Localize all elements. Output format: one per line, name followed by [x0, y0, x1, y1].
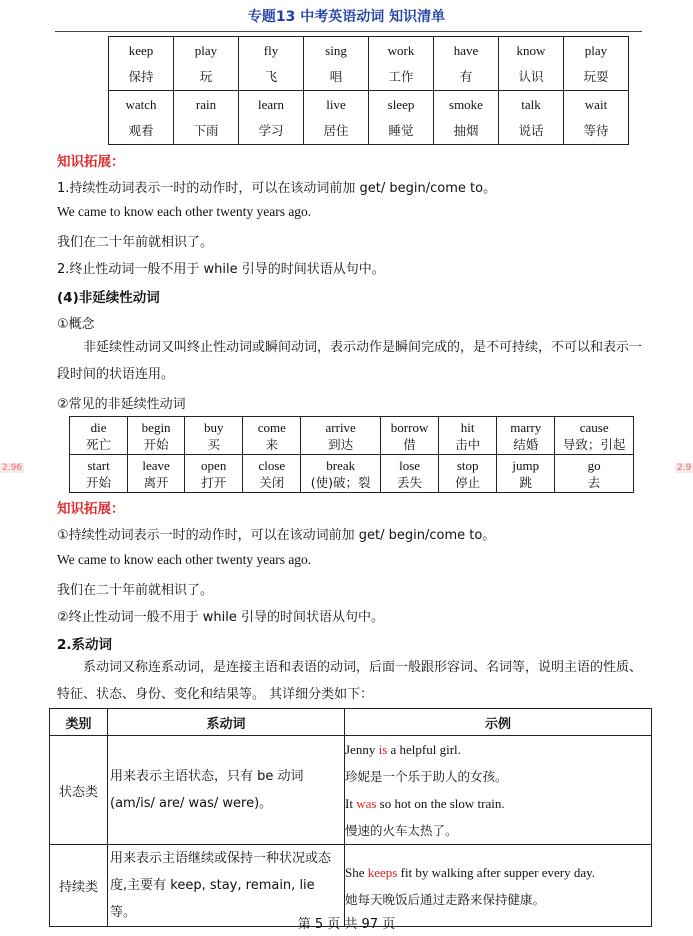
verb-cell: [109, 37, 174, 91]
verb-cn: 睡觉: [388, 122, 414, 138]
verb-en: smoke: [449, 96, 483, 112]
example-cell: [345, 736, 652, 845]
category-cell: 状态类: [50, 736, 108, 845]
example-line: [345, 817, 651, 844]
linking-verbs-table: [49, 708, 652, 927]
verb-cell: [185, 417, 243, 455]
verb-cn: 开始: [143, 436, 169, 452]
verb-en: break: [326, 457, 356, 473]
verb-en: jump: [512, 457, 540, 473]
verb-cell: [70, 417, 128, 455]
verb-cn: 去: [587, 474, 601, 490]
right-margin-mark: 2.9: [677, 463, 692, 473]
verb-cn: 跳: [519, 474, 533, 490]
verb-en: work: [387, 42, 415, 58]
verb-cell: [439, 417, 497, 455]
verb-cn: 停止: [455, 474, 481, 490]
description-cell: 用来表示主语继续或保持一种状况或态度,主要有 keep, stay, remain, lie 等。: [108, 845, 345, 927]
verb-en: play: [584, 42, 608, 58]
verb-cn: 抽烟: [453, 122, 479, 138]
header-divider: [55, 31, 642, 32]
extension-point-2: 2.终止性动词一般不用于 while 引导的时间状语从句中。: [57, 262, 385, 277]
verb-cell: [128, 417, 185, 455]
verb-cn: 来: [265, 436, 279, 452]
verb-en: know: [516, 42, 546, 58]
description-cell: 用来表示主语状态，只有 be 动词(am/is/ are/ was/ were)。: [108, 736, 345, 845]
verb-cell: [243, 455, 301, 493]
verb-cn: 下雨: [193, 122, 219, 138]
example-line: [345, 790, 651, 817]
verb-cell: [564, 37, 629, 91]
example-text: so hot on the slow train.: [376, 796, 505, 811]
verb-cn: 唱: [329, 68, 343, 84]
verb-cell: [381, 417, 439, 455]
extension-point-1b: ①持续性动词表示一时的动作时，可以在该动词前加 get/ begin/come to。: [57, 528, 496, 543]
extension-point-1: 1.持续性动词表示一时的动作时，可以在该动词前加 get/ begin/come to。: [57, 181, 497, 196]
left-margin-mark: 2.96: [2, 463, 23, 473]
example-sentence-en-b: We came to know each other twenty years ago.: [57, 552, 312, 567]
verb-cn: 到达: [328, 436, 354, 452]
subheading-concept: ①概念: [57, 317, 95, 332]
verb-cell: [499, 91, 564, 145]
verb-en: buy: [203, 419, 224, 435]
verb-cell: [185, 455, 243, 493]
non-durative-verbs-table: [69, 416, 634, 493]
verb-cn: 开始: [86, 474, 112, 490]
verb-en: keep: [128, 42, 154, 58]
verb-en: go: [587, 457, 601, 473]
verb-row: [109, 37, 629, 91]
verb-cn: 丢失: [397, 474, 423, 490]
verb-cell: [434, 37, 499, 91]
verb-en: leave: [142, 457, 170, 473]
concept-paragraph: 非延续性动词又叫终止性动词或瞬间动词，表示动作是瞬间完成的，是不可持续，不可以和表示一段时间的状语连用。: [57, 340, 643, 382]
verb-cn: 保持: [128, 68, 154, 84]
verb-en: watch: [125, 96, 157, 112]
highlighted-verb: is: [378, 742, 388, 757]
example-text: It: [345, 796, 357, 811]
category-cell: 持续类: [50, 845, 108, 927]
verb-cell: [301, 455, 381, 493]
verb-cn: 导致；引起: [562, 436, 626, 452]
table-row: [50, 736, 652, 845]
verb-cell: [555, 455, 634, 493]
verb-cell: [439, 455, 497, 493]
extension-point-2b: ②终止性动词一般不用于 while 引导的时间状语从句中。: [57, 610, 385, 625]
verb-cell: [381, 455, 439, 493]
verb-en: wait: [584, 96, 608, 112]
verb-cell: [304, 91, 369, 145]
verb-cn: 玩: [199, 68, 213, 84]
verb-en: lose: [399, 457, 421, 473]
verb-en: sing: [325, 42, 347, 58]
example-text: 珍妮是一个乐于助人的女孩。: [345, 769, 508, 784]
linking-verbs-paragraph: 系动词又称连系动词，是连接主语和表语的动词，后面一般跟形容词、名词等，说明主语的性质、特征、状态、身份、变化和结果等。 其详细分类如下：: [57, 660, 643, 702]
verb-cell: [301, 417, 381, 455]
verb-cn: 说话: [518, 122, 544, 138]
example-sentence-en: We came to know each other twenty years ago.: [57, 204, 312, 219]
verb-cell: [499, 37, 564, 91]
verb-cn: 死亡: [86, 436, 112, 452]
example-text: fit by walking after supper every day.: [397, 864, 596, 880]
verb-en: learn: [258, 96, 284, 112]
example-line: [345, 736, 651, 763]
verb-cn: 买: [207, 436, 220, 452]
verb-cell: [243, 417, 301, 455]
verb-en: play: [194, 42, 218, 58]
verb-cell: [70, 455, 128, 493]
verb-cn: 离开: [143, 474, 169, 490]
verb-cn: (使)破；裂: [310, 474, 371, 490]
section-heading-non-durative: (4)非延续性动词: [57, 290, 160, 306]
verb-en: borrow: [390, 419, 429, 435]
verb-cn: 打开: [201, 474, 227, 490]
verb-cn: 认识: [518, 68, 544, 84]
verb-en: open: [201, 457, 227, 473]
knowledge-extension-heading-2: 知识拓展：: [57, 501, 125, 517]
verb-cell: [564, 91, 629, 145]
verb-cn: 击中: [455, 436, 481, 452]
verb-en: cause: [579, 419, 609, 435]
verb-cn: 飞: [264, 68, 278, 84]
example-text: 慢速的火车太热了。: [345, 823, 458, 838]
verb-cell: [174, 37, 239, 91]
continuous-verbs-table: [108, 36, 629, 145]
verb-en: fly: [263, 42, 279, 58]
verb-cn: 结婚: [513, 436, 539, 452]
verb-en: hit: [460, 419, 475, 435]
section-heading-linking-verbs: 2.系动词: [57, 637, 113, 653]
verb-en: live: [326, 96, 346, 112]
example-text: a helpful girl.: [387, 742, 461, 757]
verb-row: [70, 455, 634, 493]
verb-cn: 居住: [323, 122, 349, 138]
example-text: 她每天晚饭后通过走路来保持健康。: [345, 891, 546, 907]
verb-cn: 有: [459, 68, 473, 84]
example-line: [345, 859, 651, 886]
highlighted-verb: was: [356, 796, 377, 811]
verb-en: marry: [510, 419, 542, 435]
verb-en: arrive: [325, 419, 356, 435]
verb-row: [109, 91, 629, 145]
verb-en: sleep: [387, 96, 415, 112]
verb-cn: 学习: [258, 122, 284, 138]
verb-en: die: [90, 419, 107, 435]
verb-cell: [497, 417, 555, 455]
header-example: 示例: [345, 709, 652, 736]
knowledge-extension-heading-1: 知识拓展：: [57, 154, 125, 170]
verb-cn: 工作: [388, 68, 414, 84]
verb-cn: 借: [403, 436, 416, 452]
subheading-common-verbs: ②常见的非延续性动词: [57, 397, 186, 412]
header-category: 类别: [50, 709, 108, 736]
verb-en: begin: [141, 419, 171, 435]
example-text: She: [345, 864, 368, 880]
verb-cell: [128, 455, 185, 493]
example-sentence-cn-b: 我们在二十年前就相识了。: [57, 583, 214, 598]
verb-cn: 观看: [128, 122, 154, 138]
verb-cell: [239, 37, 304, 91]
verb-en: come: [257, 419, 286, 435]
example-line: [345, 886, 651, 913]
highlighted-verb: keeps: [367, 864, 398, 880]
verb-cn: 玩耍: [583, 68, 609, 84]
verb-cn: 关闭: [259, 474, 285, 490]
page-header-title: 专题13 中考英语动词 知识清单: [247, 9, 446, 25]
verb-cell: [555, 417, 634, 455]
verb-en: start: [87, 457, 110, 473]
verb-en: have: [453, 42, 479, 58]
verb-en: stop: [456, 457, 479, 473]
verb-cell: [304, 37, 369, 91]
example-line: [345, 763, 651, 790]
verb-cell: [369, 91, 434, 145]
verb-cell: [239, 91, 304, 145]
verb-cell: [109, 91, 174, 145]
verb-cell: [497, 455, 555, 493]
header-linking-verb: 系动词: [108, 709, 345, 736]
verb-en: close: [258, 457, 286, 473]
verb-en: talk: [521, 96, 541, 112]
verb-cell: [174, 91, 239, 145]
verb-cell: [369, 37, 434, 91]
verb-cell: [434, 91, 499, 145]
example-text: Jenny: [345, 742, 379, 757]
verb-cn: 等待: [583, 122, 609, 138]
verb-en: rain: [195, 96, 217, 112]
example-sentence-cn: 我们在二十年前就相识了。: [57, 235, 214, 250]
verb-row: [70, 417, 634, 455]
page-footer: 第 5 页 共 97 页: [297, 917, 396, 932]
